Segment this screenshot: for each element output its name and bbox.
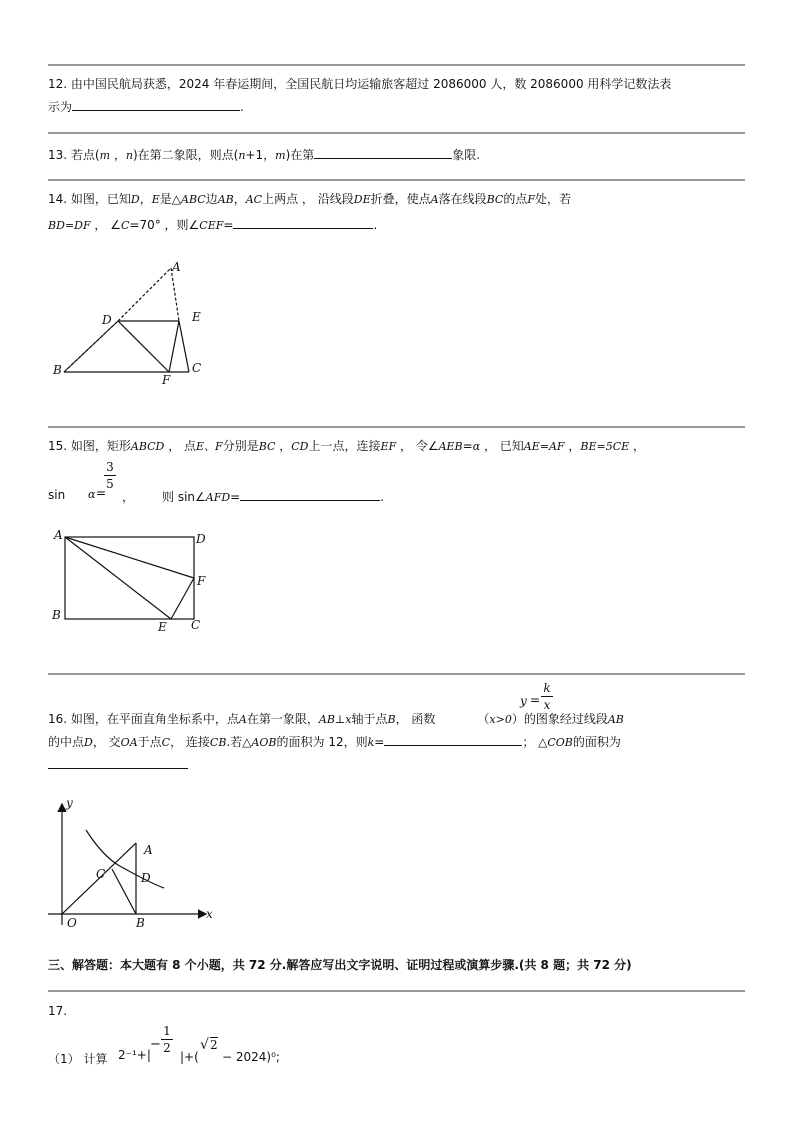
segment-DF [118,321,169,372]
divider [48,990,745,992]
q15-line2: 则 sin∠AFD= . [162,490,385,504]
fraction-1-2: 1 2 [161,1024,173,1055]
label-E: E [192,310,201,324]
label-B: B [52,608,61,622]
alpha-symbol: α [88,488,96,501]
label-A: A [144,843,153,857]
q17-power: 2⁻¹+| [118,1048,151,1062]
dashed-AE [171,268,179,321]
q15-line1: 15. 如图，矩形ABCD ， 点E、F分别是BC ，CD上一点，连接EF ， 令∠AEB=α ， 已知AE=AF ，BE=5CE ， [48,439,645,453]
q17-rest: − 2024)⁰; [222,1050,280,1064]
q12-line1: 12. 由中国民航局获悉，2024 年春运期间，全国民航日均运输旅客超过 2086000 人，数 2086000 用科学记数法表 [48,77,672,91]
q17-abs: |+( [180,1050,199,1064]
divider [48,179,745,181]
q16-line2: 的中点D， 交OA于点C， 连接CB.若△AOB的面积为 12，则k= ； △COB的面积为 [48,735,621,749]
q12-line2: 示为 . [48,100,244,114]
q17-part1-label: （1） 计算 [48,1052,108,1066]
label-D: D [102,313,112,327]
section-heading: 三、解答题：本大题有 8 个小题，共 72 分.解答应写出文字说明、证明过程或演算步骤.(共 8 题；共 72 分) [48,958,632,972]
segment-EF [171,578,194,619]
divider [48,132,745,134]
label-B: B [53,363,62,377]
q15-figure [48,525,218,635]
label-D: D [141,871,151,885]
q13-line: 13. 若点(m ，n)在第二象限，则点(n+1，m)在第 象限. [48,148,481,162]
segment-CB [112,869,136,914]
label-x: x [206,907,213,921]
label-D: D [196,532,206,546]
answer-blank[interactable] [48,756,188,769]
label-A: A [54,528,63,542]
q16-figure [40,795,220,930]
dashed-DA [118,268,171,321]
label-y: y [66,796,73,810]
rectangle-ABCD [65,537,194,619]
fraction-k-x: k x [541,681,553,712]
sqrt-radicand: 2 [210,1038,218,1052]
divider [48,64,745,66]
q14-figure [48,255,218,390]
label-C: C [191,618,201,632]
label-O: O [67,916,77,930]
q15-comma: ， [122,490,135,504]
label-B: B [136,916,145,930]
divider [48,673,745,675]
segment-EF [169,321,179,372]
q14-line2: BD=DF ， ∠C=70° ，则∠CEF= . [48,218,378,232]
answer-blank[interactable] [72,98,240,111]
segment-BD [64,321,118,372]
equals: = [96,486,107,500]
segment-AE [65,537,171,619]
segment-AF [65,537,194,578]
sqrt-sign: √ [200,1037,209,1053]
answer-blank[interactable] [314,146,452,159]
func-eq: = [530,693,541,707]
label-C: C [192,361,202,375]
q16-line1: 16. 如图，在平面直角坐标系中，点A在第一象限，AB⊥x轴于点B， 函数 （x>0）的图象经过线段AB [48,712,624,726]
label-F: F [197,574,206,588]
label-C: C [96,867,106,881]
label-E: E [158,620,167,634]
answer-blank[interactable] [240,488,380,501]
fraction-3-5: 3 5 [104,460,116,491]
segment-EC [179,321,189,372]
answer-blank[interactable] [384,733,522,746]
q17-label: 17. [48,1004,68,1018]
q14-line1: 14. 如图，已知D，E是△ABC边AB，AC上两点 ， 沿线段DE折叠，使点A落在线段BC的点F处，若 [48,192,571,206]
label-A: A [172,260,181,274]
sin-label: sin [48,488,66,502]
func-y: y [520,694,527,708]
label-F: F [162,373,171,387]
answer-blank[interactable] [233,216,373,229]
q17-neg: − [150,1037,161,1052]
divider [48,426,745,428]
